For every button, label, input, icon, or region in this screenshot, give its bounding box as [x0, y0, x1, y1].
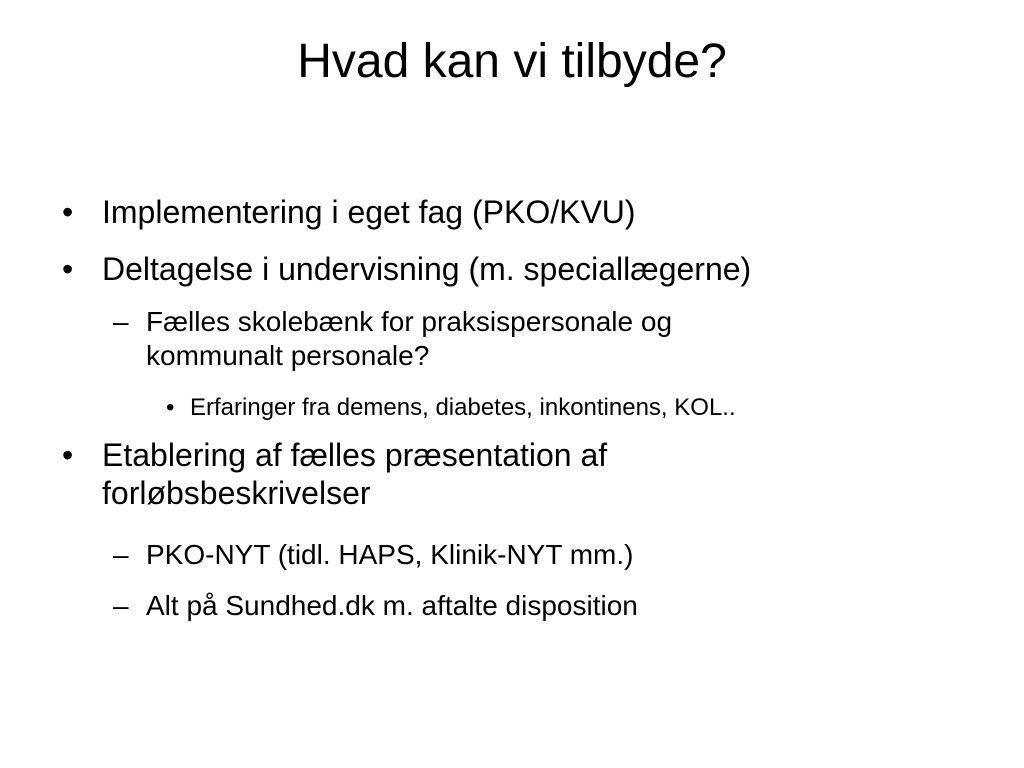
slide-title: Hvad kan vi tilbyde?	[297, 35, 727, 88]
dash-marker: –	[113, 539, 129, 570]
bullet-item-deltagelse	[62, 250, 962, 288]
bullet-text: Deltagelse i undervisning (m. speciallægerne)	[102, 251, 752, 287]
bullet-marker: •	[62, 437, 74, 473]
bullet-text: Fælles skolebænk for praksispersonale og kommunalt personale?	[146, 306, 673, 371]
dash-marker: –	[113, 306, 129, 337]
sub-sub-bullet-item-erfaringer	[166, 393, 926, 423]
sub-bullet-item-faelles-skolebaenk	[113, 305, 803, 373]
bullet-marker: •	[166, 394, 175, 421]
bullet-item-implementering	[62, 193, 962, 231]
dash-marker: –	[113, 590, 129, 621]
bullet-text: Alt på Sundhed.dk m. aftalte disposition	[146, 590, 638, 621]
bullet-marker: •	[62, 251, 74, 287]
bullet-text: Erfaringer fra demens, diabetes, inkontinens, KOL..	[190, 394, 736, 421]
sub-bullet-item-pko-nyt	[113, 538, 873, 572]
bullet-marker: •	[62, 194, 74, 230]
bullet-text: Etablering af fælles præsentation af forløbsbeskrivelser	[102, 437, 608, 511]
bullet-text: Implementering i eget fag (PKO/KVU)	[102, 194, 636, 230]
bullet-item-etablering	[62, 436, 762, 512]
sub-bullet-item-sundhed-dk	[113, 589, 873, 623]
bullet-text: PKO-NYT (tidl. HAPS, Klinik-NYT mm.)	[146, 539, 634, 570]
